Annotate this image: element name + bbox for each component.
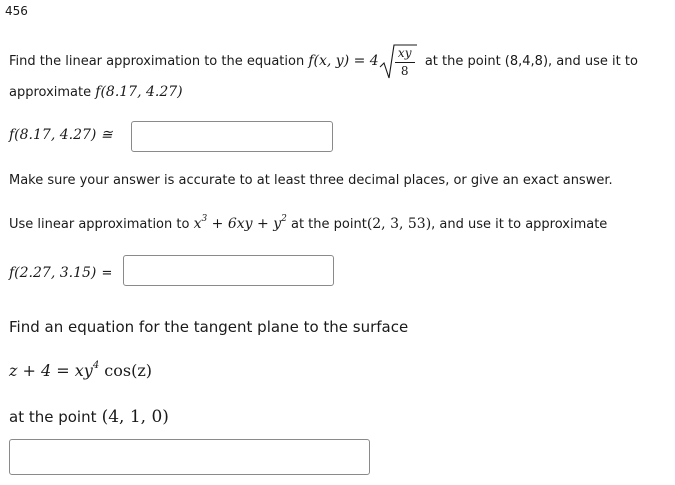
q1-fraction-numerator: xy — [397, 45, 412, 60]
equals-sign: = — [101, 266, 113, 281]
q1-answer-input[interactable] — [131, 121, 333, 152]
q2-answer-label: f(2.27, 3.15) = — [9, 265, 113, 281]
q1-statement-line1 — [9, 42, 638, 81]
q2-tail-text: , and use it to approximate — [431, 217, 608, 232]
q1-approx-expression: f(8.17, 4.27) — [95, 84, 183, 100]
q2-expression: $x^3 + 6xy + y^2$ — [193, 214, 287, 232]
q3-answer-input[interactable] — [9, 439, 370, 475]
q1-fraction-denominator: 8 — [400, 63, 409, 78]
q3-intro-text: Find an equation for the tangent plane to the surface — [9, 318, 409, 336]
q3-surface-equation: $z + 4 = xy^4$ cos(z) — [9, 360, 153, 380]
q3-point: (4, 1, 0) — [101, 407, 169, 427]
q1-function-expression: f(x, y) = 4 — [308, 53, 379, 69]
q2-answer-input[interactable] — [123, 255, 334, 286]
q1-approx-text: approximate — [9, 85, 92, 100]
square-root-icon — [379, 43, 417, 81]
q1-answer-label: f(8.17, 4.27) ≅ — [9, 127, 113, 143]
q2-point: (2, 3, 53) — [366, 216, 432, 232]
q1-fraction — [395, 46, 415, 77]
q1-statement-line2 — [9, 84, 183, 100]
accuracy-note: Make sure your answer is accurate to at least three decimal places, or give an exact answer. — [9, 173, 613, 188]
question-number: 456 — [5, 4, 28, 18]
q3-point-label: at the point — [9, 408, 97, 426]
q2-statement — [9, 216, 607, 232]
q3-point-line — [9, 407, 169, 427]
q2-intro-text: Use linear approximation to — [9, 217, 190, 232]
q1-point-text: at the point (8,4,8), and use it to — [424, 54, 638, 69]
q1-intro-text: Find the linear approximation to the equation — [9, 54, 305, 69]
q2-mid-text: at the point — [290, 217, 367, 232]
